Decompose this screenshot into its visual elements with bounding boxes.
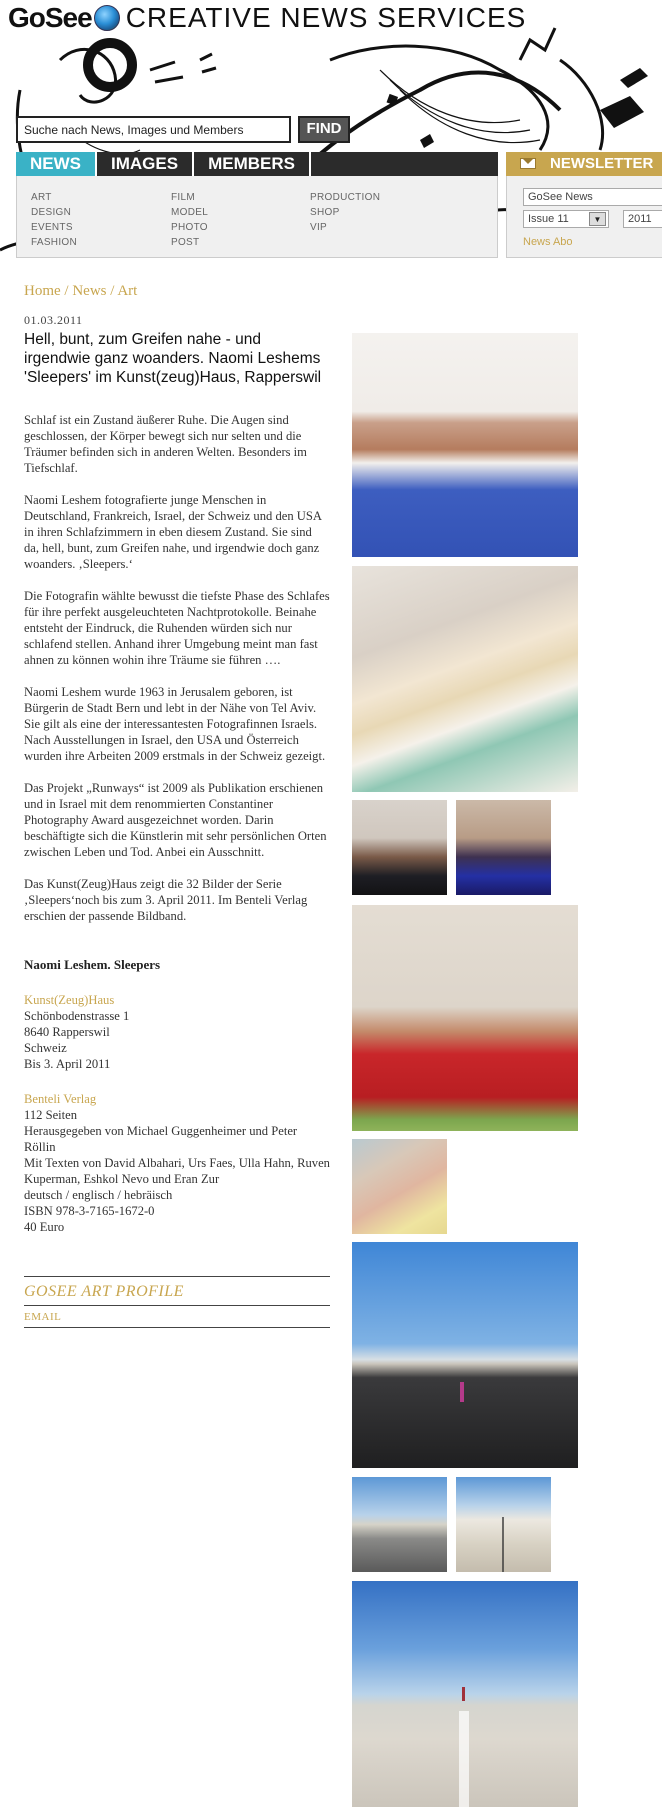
publisher-line: deutsch / englisch / hebräisch bbox=[24, 1188, 173, 1202]
publisher-line: Herausgegeben von Michael Guggenheimer und Peter Röllin bbox=[24, 1124, 298, 1154]
category-link-post[interactable]: POST bbox=[171, 237, 200, 248]
article-paragraph: Das Projekt „Runways“ ist 2009 als Publikation erschienen und in Israel mit dem renommierten Constantiner Photography Award ausgezeichnet worden. Darin beschäftigte sich die Künstlerin mit sehr persönlichen Orten zwischen Leben und Tod. Anbei ein Ausschnitt. bbox=[24, 781, 327, 859]
category-link-art[interactable]: ART bbox=[31, 192, 52, 203]
article-column bbox=[24, 283, 330, 1328]
chevron-down-icon[interactable]: ▼ bbox=[589, 212, 606, 226]
logo-tagline: CREATIVE NEWS SERVICES bbox=[125, 2, 527, 33]
category-link-film[interactable]: FILM bbox=[171, 192, 195, 203]
category-link-production[interactable]: PRODUCTION bbox=[310, 192, 381, 203]
category-link-photo[interactable]: PHOTO bbox=[171, 222, 208, 233]
article-paragraph: Die Fotografin wählte bewusst die tiefste Phase des Schlafes für ihre perfekt ausgeleuchteten Nachtprotokolle. Beinahe entsteht der Eindruck, die Ruhenden würden sich nur schlafend stellen. Anhand ihrer Umgebung meint man fast ahnen zu können wohin ihre Träume sie führen …. bbox=[24, 589, 330, 667]
divider bbox=[24, 1305, 330, 1306]
category-link-model[interactable]: MODEL bbox=[171, 207, 209, 218]
category-panel bbox=[16, 176, 498, 258]
newsletter-header bbox=[506, 152, 662, 176]
photo-sleeper-white-bed[interactable] bbox=[352, 566, 578, 792]
photo-thumb-runway[interactable] bbox=[352, 1477, 447, 1572]
newsletter-panel bbox=[506, 176, 662, 258]
runway-center-line bbox=[459, 1711, 469, 1807]
venue-line: Schönbodenstrasse 1 bbox=[24, 1009, 130, 1023]
publisher-info bbox=[24, 1091, 330, 1235]
figure-on-runway bbox=[462, 1687, 465, 1701]
photo-thumb-runway[interactable] bbox=[456, 1477, 551, 1572]
exhibition-title: Naomi Leshem. Sleepers bbox=[24, 957, 161, 972]
publisher-line: ISBN 978-3-7165-1672-0 bbox=[24, 1204, 155, 1218]
venue-line: 8640 Rapperswil bbox=[24, 1025, 110, 1039]
publisher-line: 40 Euro bbox=[24, 1220, 65, 1234]
figure-on-runway bbox=[460, 1382, 464, 1402]
publisher-line: Mit Texten von David Albahari, Urs Faes, Ulla Hahn, Ruven Kuperman, Eshkol Nevo und Eran Zur bbox=[24, 1156, 330, 1186]
photo-runway[interactable] bbox=[352, 1242, 578, 1468]
publisher-name[interactable]: Benteli Verlag bbox=[24, 1092, 97, 1106]
article-paragraph: Schlaf ist ein Zustand äußerer Ruhe. Die Augen sind geschlossen, der Körper bewegt sich nur selten und die Träumer befinden sich in anderen Welten. Besonders im Tiefschlaf. bbox=[24, 413, 307, 475]
photo-thumb-sleeper[interactable] bbox=[352, 800, 447, 895]
venue-line: Bis 3. April 2011 bbox=[24, 1057, 111, 1071]
photo-sleeper-red-blanket[interactable] bbox=[352, 905, 578, 1131]
tab-members[interactable]: MEMBERS bbox=[194, 152, 311, 176]
category-link-fashion[interactable]: FASHION bbox=[31, 237, 77, 248]
article-paragraph: Naomi Leshem wurde 1963 in Jerusalem geboren, ist Bürgerin de Stadt Bern und lebt in der Nähe von Tel Aviv. Sie gilt als eine der interessantesten Fotografinnen Israels. Nach Ausstellungen in Israel, den USA und Österreich wurden ihre Arbeiten 2009 erstmals in der Schweiz gezeigt. bbox=[24, 685, 326, 763]
site-header bbox=[0, 0, 662, 270]
article-paragraph: Das Kunst(Zeug)Haus zeigt die 32 Bilder der Serie ‚Sleepers‘noch bis zum 3. April 2011. Im Benteli Verlag erschien der passende Bildband. bbox=[24, 877, 308, 923]
breadcrumb[interactable]: Home / News / Art bbox=[24, 283, 138, 299]
email-link[interactable]: EMAIL bbox=[24, 1311, 62, 1323]
main-nav bbox=[16, 152, 498, 176]
venue-info bbox=[24, 992, 330, 1072]
newsletter-title: NEWSLETTER bbox=[550, 155, 654, 172]
envelope-icon bbox=[520, 158, 536, 169]
venue-name[interactable]: Kunst(Zeug)Haus bbox=[24, 993, 115, 1007]
globe-icon bbox=[94, 5, 120, 31]
category-column-3 bbox=[310, 190, 380, 235]
site-logo[interactable] bbox=[8, 2, 526, 34]
category-column-1 bbox=[31, 190, 77, 250]
news-abo-link[interactable]: News Abo bbox=[523, 236, 573, 248]
article-date: 01.03.2011 bbox=[24, 313, 83, 327]
category-link-vip[interactable]: VIP bbox=[310, 222, 328, 233]
find-button[interactable]: FIND bbox=[298, 116, 350, 143]
tab-news[interactable]: NEWS bbox=[16, 152, 97, 176]
newsletter-select[interactable]: GoSee News bbox=[523, 188, 662, 206]
issue-select-value: Issue 11 bbox=[528, 213, 569, 225]
search-input[interactable] bbox=[16, 116, 291, 143]
category-column-2 bbox=[171, 190, 208, 250]
year-select[interactable]: 2011 bbox=[623, 210, 662, 228]
art-profile-title[interactable]: GOSEE ART PROFILE bbox=[24, 1283, 184, 1300]
logo-wordmark: GoSee bbox=[8, 2, 92, 33]
category-link-design[interactable]: DESIGN bbox=[31, 207, 72, 218]
category-link-shop[interactable]: SHOP bbox=[310, 207, 340, 218]
tab-images[interactable]: IMAGES bbox=[97, 152, 194, 176]
photo-thumb-sleeper[interactable] bbox=[352, 1139, 447, 1234]
category-link-events[interactable]: EVENTS bbox=[31, 222, 73, 233]
runway-marking bbox=[502, 1517, 504, 1572]
art-profile-box bbox=[24, 1276, 330, 1328]
article-title: Hell, bunt, zum Greifen nahe - und irgendwie ganz woanders. Naomi Leshems 'Sleepers' im Kunst(zeug)Haus, Rapperswil bbox=[24, 331, 322, 386]
photo-runway[interactable] bbox=[352, 1581, 578, 1807]
issue-select[interactable] bbox=[523, 210, 609, 228]
photo-sleeper-blue-bed[interactable] bbox=[352, 333, 578, 557]
venue-line: Schweiz bbox=[24, 1041, 67, 1055]
article-paragraph: Naomi Leshem fotografierte junge Menschen in Deutschland, Frankreich, Israel, der Schweiz und den USA in ihren Schlafzimmern in eben diesem Zustand. Sie sind da, hell, bunt, zum Greifen nahe, und irgendwie doch ganz woanders. ‚Sleepers.‘ bbox=[24, 493, 322, 571]
photo-thumb-sleeper[interactable] bbox=[456, 800, 551, 895]
publisher-line: 112 Seiten bbox=[24, 1108, 78, 1122]
